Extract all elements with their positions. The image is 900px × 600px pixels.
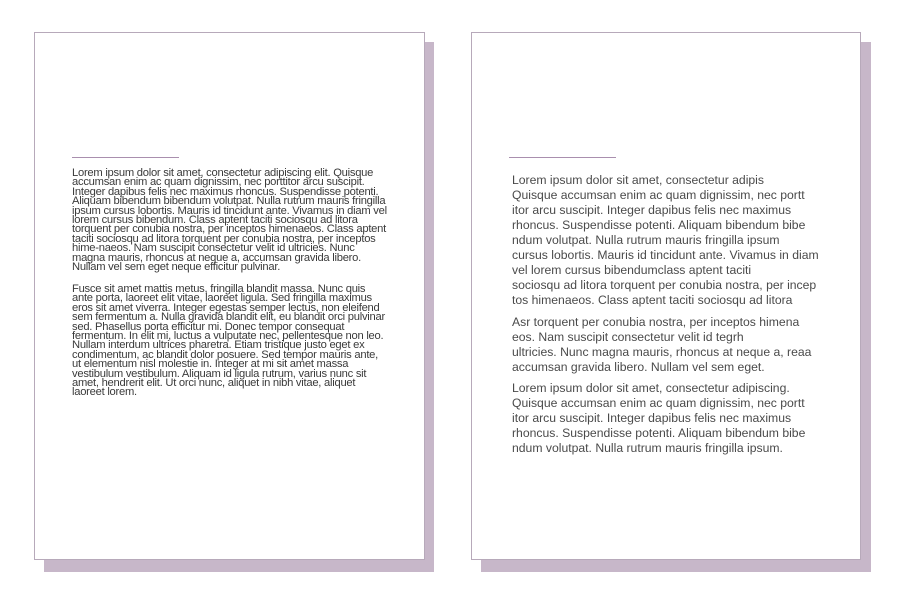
left-page-accent-rule — [72, 157, 179, 158]
right-page-paragraph-1 — [512, 173, 832, 308]
text-line: rhoncus. Suspendisse potenti. Aliquam bibendum bibe — [512, 426, 806, 440]
text-line: vel lorem cursus bibendumclass aptent taciti — [512, 263, 752, 277]
right-page-paragraph-2 — [512, 315, 832, 375]
right-page-accent-rule — [509, 157, 616, 158]
text-line: itor arcu suscipit. Integer dapibus felis nec maximus — [512, 411, 792, 425]
text-line: Lorem ipsum dolor sit amet, consectetur adipis — [512, 173, 764, 187]
text-line: Quisque accumsan enim ac quam dignissim, nec portt — [512, 188, 805, 202]
text-line: ndum volutpat. Nulla rutrum mauris fringilla ipsum — [512, 233, 780, 247]
text-line: accumsan gravida libero. Nullam vel sem eget. — [512, 360, 765, 374]
text-line: eos. Nam suscipit consectetur velit id tegrh — [512, 330, 744, 344]
text-line: ultricies. Nunc magna mauris, rhoncus at neque a, reaa — [512, 345, 812, 359]
text-line: sociosqu ad litora torquent per conubia nostra, per incep — [512, 278, 817, 292]
right-page — [471, 32, 861, 560]
left-page-paragraph-1: Lorem ipsum dolor sit amet, consectetur adipiscing elit. Quisque accumsan enim ac quam dignissim, nec porttitor arcu suscipit. Integer dapibus felis nec maximus rhoncus. Suspendisse potenti. Aliquam bibendum bibendum volutpat. Nulla rutrum mauris fringilla ipsum cursus lobortis. Mauris id tincidunt ante. Vivamus in diam vel lorem cursus bibendum. Class aptent taciti sociosqu ad litora torquent per conubia nostra, per inceptos himenaeos. Class aptent taciti sociosqu ad litora torquent per conubia nostra, per inceptos hime-naeos. Nam suscipit consectetur velit id ultricies. Nunc magna mauris, rhoncus at neque a, accumsan gravida libero. Nullam vel sem eget neque efficitur pulvinar. — [72, 167, 387, 274]
text-line: Asr torquent per conubia nostra, per inceptos himena — [512, 315, 800, 329]
text-line: itor arcu suscipit. Integer dapibus felis nec maximus — [512, 203, 792, 217]
right-page-paragraph-3 — [512, 381, 832, 456]
text-line: Lorem ipsum dolor sit amet, consectetur adipiscing. — [512, 381, 790, 395]
text-line: tos himenaeos. Class aptent taciti sociosqu ad litora — [512, 293, 793, 307]
left-page — [34, 32, 425, 560]
left-page-paragraph-2: Fusce sit amet mattis metus, fringilla blandit massa. Nunc quis ante porta, laoreet elit vitae, laoreet ligula. Sed fringilla maximus eros sit amet viverra. Integer egestas semper lectus, non eleifend sem fermentum a. Nulla gravida blandit elit, eu blandit orci pulvinar sed. Phasellus porta efficitur mi. Donec tempor consequat fermentum. In elit mi, luctus a vulputate nec, pellentesque non leo. Nullam interdum ultrices pharetra. Etiam tristique justo eget ex condimentum, ac blandit dolor posuere. Sed tempor mauris ante, ut elementum nisl molestie in. Integer at mi sit amet massa vestibulum vestibulum. Aliquam id ligula rutrum, varius nunc sit amet, hendrerit elit. Ut orci nunc, aliquet in nibh vitae, aliquet laoreet lorem. — [72, 283, 385, 399]
text-line: cursus lobortis. Mauris id tincidunt ante. Vivamus in diam — [512, 248, 819, 262]
text-line: Quisque accumsan enim ac quam dignissim, nec portt — [512, 396, 805, 410]
text-line: ndum volutpat. Nulla rutrum mauris fringilla ipsum. — [512, 441, 783, 455]
text-line: rhoncus. Suspendisse potenti. Aliquam bibendum bibe — [512, 218, 806, 232]
